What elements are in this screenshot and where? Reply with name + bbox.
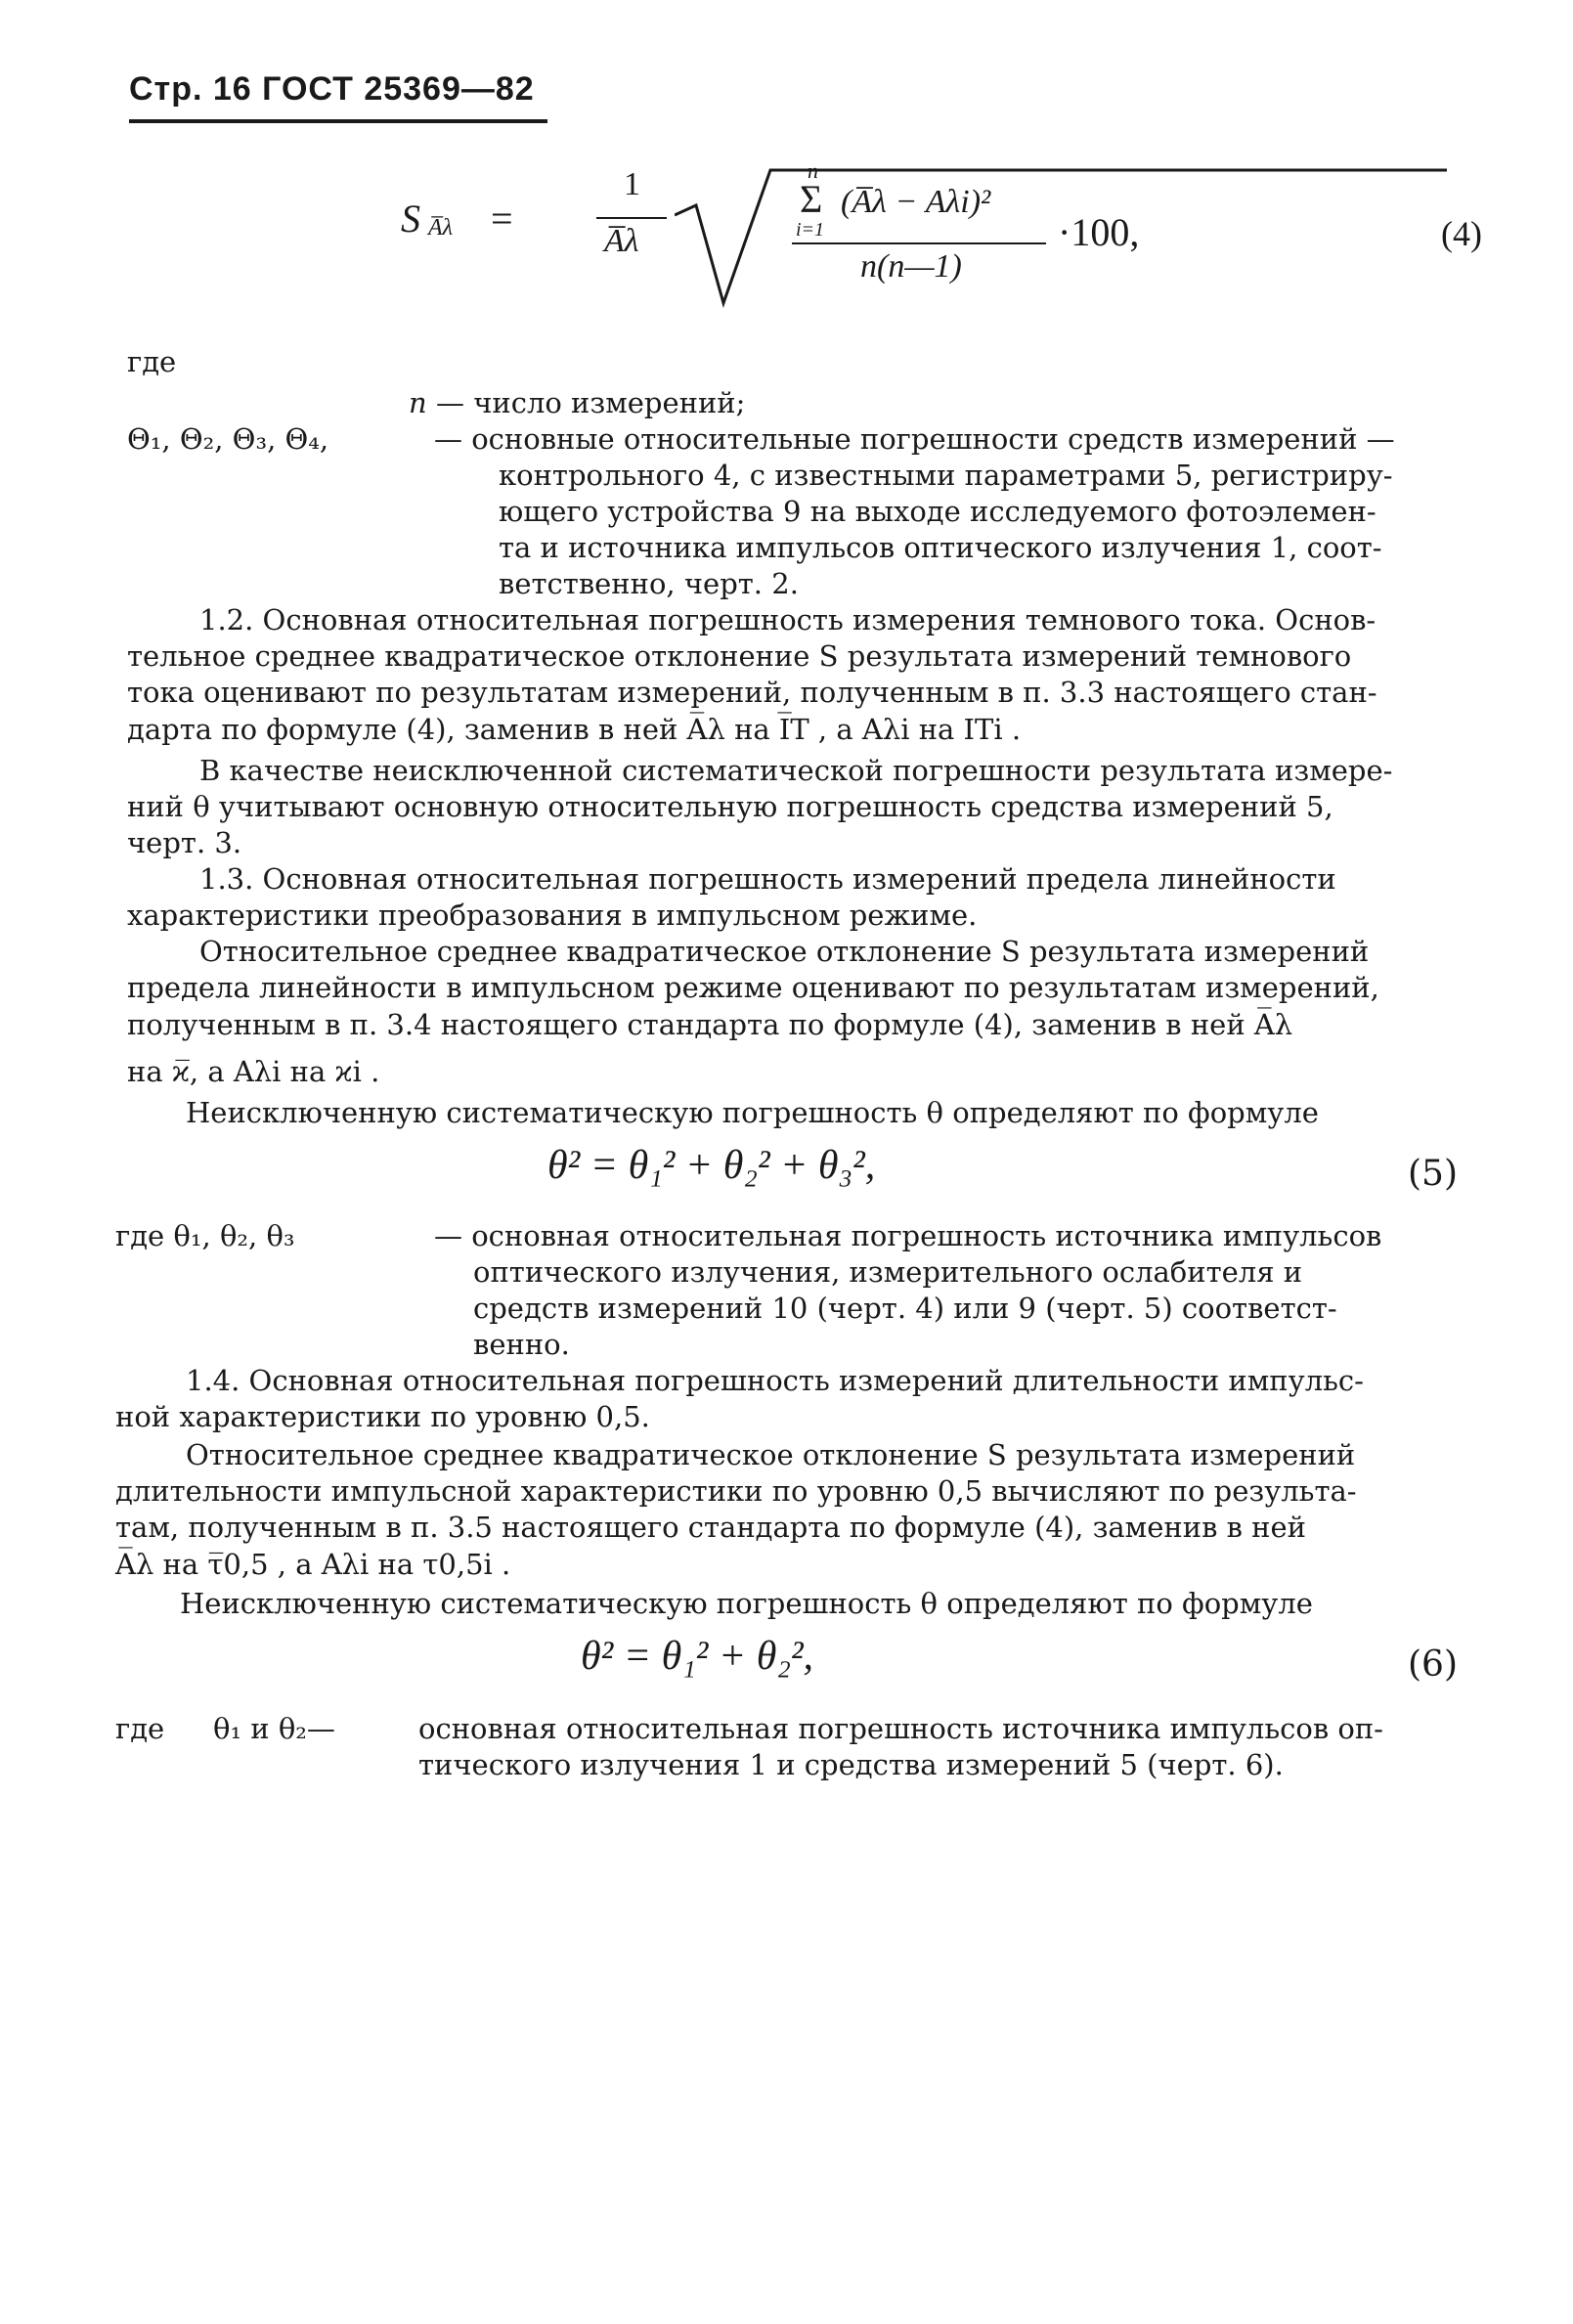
- formula4-tail: ·100,: [1058, 210, 1140, 254]
- formula4-lhs-sub: A̅λ: [428, 215, 454, 241]
- formula4-sum-bottom: i=1: [796, 219, 825, 241]
- formula4-frac-num: 1: [624, 166, 640, 202]
- where2-symbols: где θ₁, θ₂, θ₃: [115, 1219, 295, 1252]
- formula5-number: (5): [1408, 1154, 1458, 1194]
- formula4-sum-body: (A̅λ − Aλi)²: [841, 184, 991, 220]
- sec12-p2-line-1: В качестве неисключенной систематической погрешности результата измере-: [199, 754, 1393, 787]
- formula4-lhs: S: [401, 197, 420, 241]
- sec12-line-2: тельное среднее квадратическое отклонение S результата измерений темнового: [127, 639, 1352, 673]
- where1-n-desc: — число измерений;: [436, 386, 746, 419]
- where1-n-symbol: n: [409, 386, 427, 419]
- sec14-p3: Неисключенную систематическую погрешность θ определяют по формуле: [180, 1587, 1313, 1620]
- sec14-p2-line-4: A̅λ на τ̅0,5 , а Aλi на τ0,5i .: [115, 1548, 511, 1581]
- formula4-frac-den: A̅λ: [604, 223, 639, 259]
- where1-gde: где: [127, 345, 177, 378]
- where3-desc-line-2: тического излучения 1 и средства измерений 5 (черт. 6).: [418, 1748, 1284, 1781]
- where2-desc-line-2: оптического излучения, измерительного ослабителя и: [473, 1255, 1303, 1289]
- sec13-p2-line-4: на ϰ̅, а Aλi на ϰi .: [127, 1055, 380, 1088]
- where2-desc-line-3: средств измерений 10 (черт. 4) или 9 (черт. 5) соответст-: [473, 1292, 1337, 1325]
- where1-desc-line-3: ющего устройства 9 на выходе исследуемого фотоэлемен-: [499, 495, 1376, 528]
- where1-desc-line-4: та и источника импульсов оптического излучения 1, соот-: [499, 531, 1382, 564]
- sec14-line-1: 1.4. Основная относительная погрешность измерений длительности импульс-: [186, 1364, 1364, 1397]
- formula4-number: (4): [1441, 214, 1482, 253]
- sec13-p2-line-3: полученным в п. 3.4 настоящего стандарта по формуле (4), заменив в ней A̅λ: [127, 1008, 1293, 1041]
- sec12-p2-line-3: черт. 3.: [127, 826, 242, 859]
- where3-desc-line-1: основная относительная погрешность источника импульсов оп-: [418, 1712, 1383, 1745]
- where3-symbols: θ₁ и θ₂—: [213, 1712, 335, 1745]
- sec13-p2-line-2: предела линейности в импульсном режиме оценивают по результатам измерений,: [127, 971, 1379, 1004]
- where1-desc-line-2: контрольного 4, с известными параметрами 5, регистриру-: [499, 459, 1393, 492]
- formula4-sum-top: n: [808, 158, 818, 183]
- sec13-line-1: 1.3. Основная относительная погрешность измерений предела линейности: [199, 862, 1336, 896]
- header-rule: [129, 119, 547, 123]
- formula6-number: (6): [1408, 1644, 1458, 1685]
- sec13-line-2: характеристики преобразования в импульсном режиме.: [127, 899, 978, 932]
- sec12-p2-line-2: ний θ учитывают основную относительную погрешность средства измерений 5,: [127, 790, 1333, 823]
- where1-desc-line-1: — основные относительные погрешности средств измерений —: [434, 422, 1395, 456]
- where1-theta-symbols: Θ₁, Θ₂, Θ₃, Θ₄,: [127, 422, 329, 456]
- where3-gde: где: [115, 1712, 165, 1745]
- sec12-line-1: 1.2. Основная относительная погрешность измерения темнового тока. Основ-: [199, 603, 1376, 636]
- where2-desc-line-1: — основная относительная погрешность источника импульсов: [434, 1219, 1382, 1252]
- formula4-eq: =: [491, 197, 513, 241]
- formula-5: θ² = θ₁² + θ₂² + θ₃²,: [547, 1143, 876, 1188]
- formula4-root-den: n(n—1): [860, 248, 962, 285]
- sec14-p2-line-1: Относительное среднее квадратическое отклонение S результата измерений: [186, 1438, 1356, 1471]
- where1-desc-line-5: ветственно, черт. 2.: [499, 567, 799, 600]
- sec14-p2-line-2: длительности импульсной характеристики по уровню 0,5 вычисляют по результа-: [115, 1474, 1357, 1508]
- formula4-sum-sign: Σ: [800, 177, 823, 221]
- where2-desc-line-4: венно.: [473, 1328, 570, 1361]
- sec12-line-4: дарта по формуле (4), заменив в ней A̅λ на I̅T , а Aλi на ITi .: [127, 713, 1022, 746]
- formula-4: [401, 158, 1525, 352]
- sec13-p3: Неисключенную систематическую погрешность θ определяют по формуле: [186, 1096, 1319, 1129]
- sec14-line-2: ной характеристики по уровню 0,5.: [115, 1400, 650, 1433]
- formula-6: θ² = θ₁² + θ₂²,: [581, 1634, 814, 1679]
- sec12-line-3: тока оценивают по результатам измерений, полученным в п. 3.3 настоящего стан-: [127, 676, 1377, 709]
- sec14-p2-line-3: там, полученным в п. 3.5 настоящего стандарта по формуле (4), заменив в ней: [115, 1511, 1306, 1544]
- sec13-p2-line-1: Относительное среднее квадратическое отклонение S результата измерений: [199, 935, 1370, 968]
- page-header: Стр. 16 ГОСТ 25369—82: [129, 70, 535, 108]
